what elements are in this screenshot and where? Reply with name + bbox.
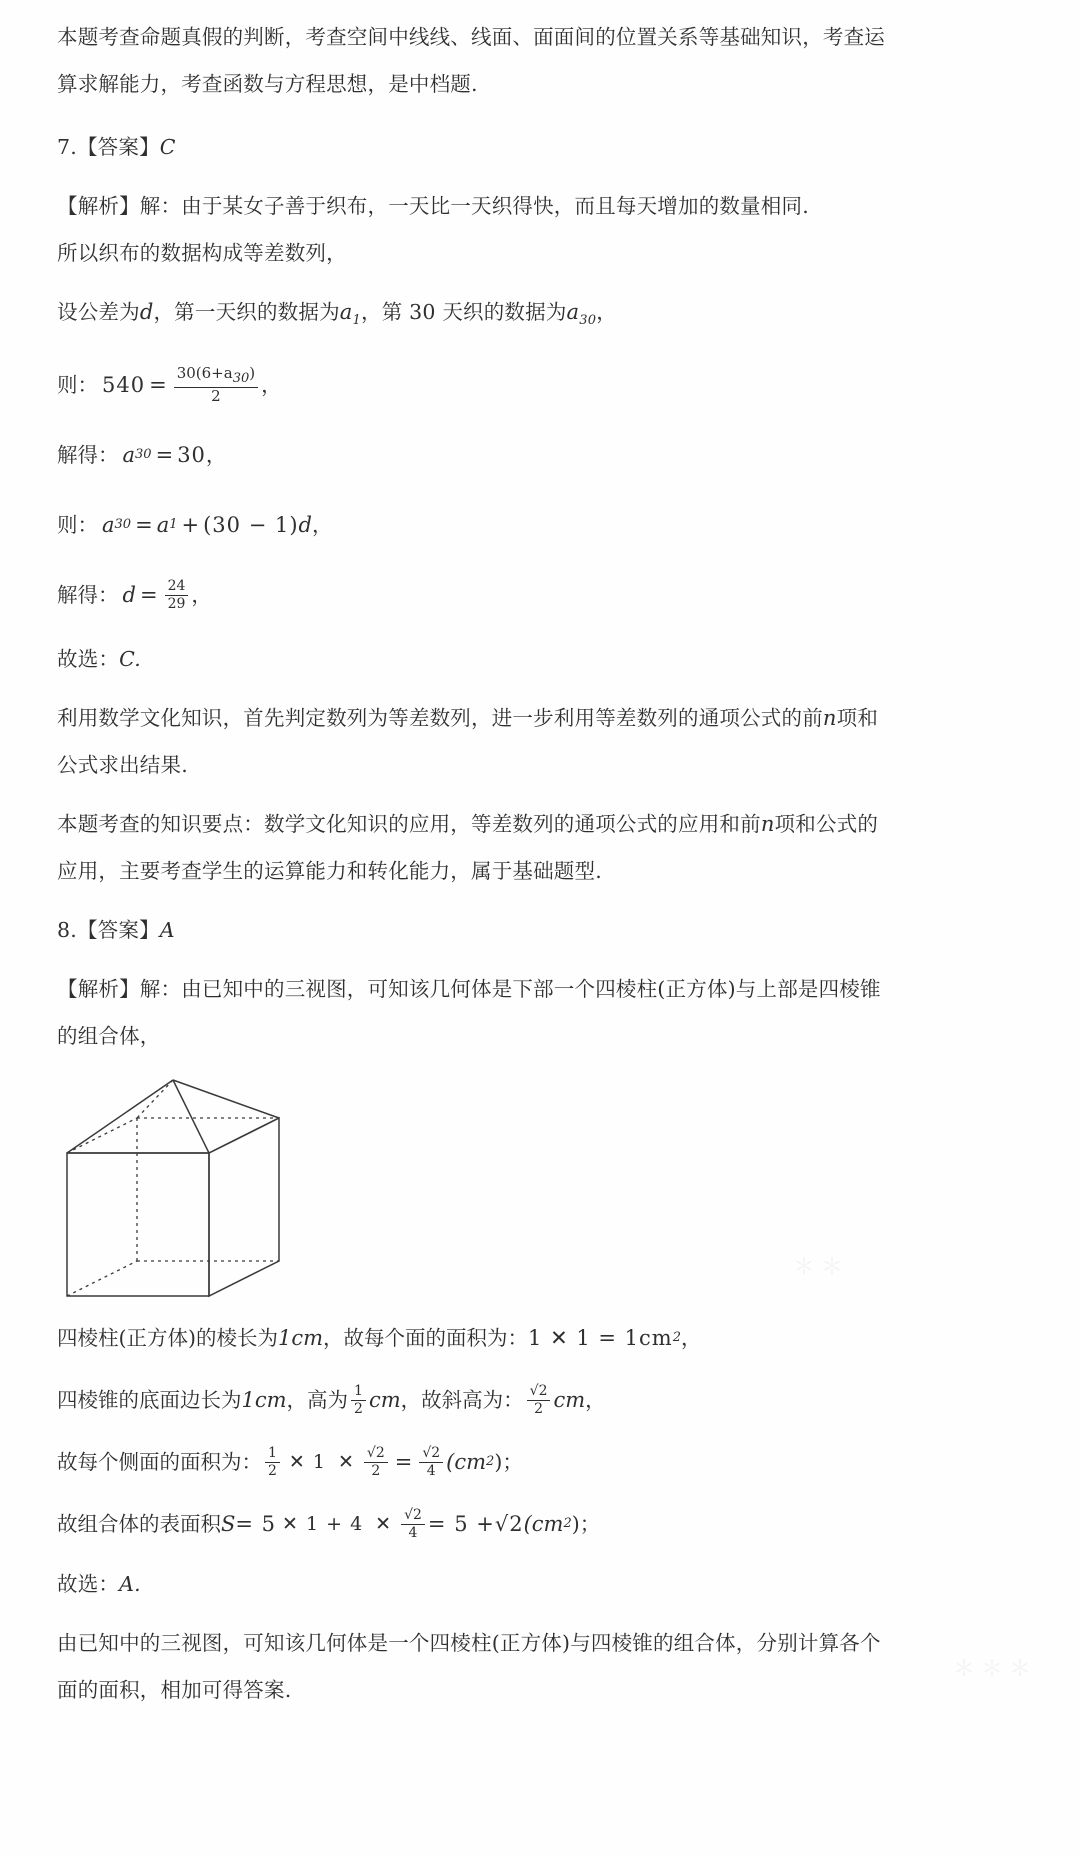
eq3-lhs: a	[102, 513, 115, 538]
eq2-equals: =	[155, 443, 174, 468]
eq2-value: 30	[177, 443, 206, 468]
lateral-slant-den: 2	[364, 1462, 388, 1479]
q8-answer-label: 【答案】	[76, 918, 160, 943]
lateral-times-2: ✕	[337, 1451, 355, 1474]
lateral-half-den: 2	[265, 1462, 280, 1479]
setup-mid-1: ，第一天织的数据为	[153, 300, 340, 324]
q8-answer-value: A	[159, 918, 175, 943]
total-unit-end: )；	[571, 1512, 601, 1537]
eq1-num-end: )	[249, 363, 256, 382]
prism-text-b: ，故每个面的面积为：	[323, 1326, 529, 1351]
watermark: ＊＊	[792, 1255, 849, 1280]
cube-hidden-top-left-edge	[67, 1118, 137, 1153]
lateral-text-a: 故每个侧面的面积为：	[57, 1450, 262, 1475]
q8-summary-line-2: 面的面积，相加可得答案.	[57, 1678, 292, 1703]
eq3-plus: +	[181, 513, 200, 538]
q7-answer-label: 【答案】	[76, 135, 160, 159]
lateral-half-num: 1	[268, 1444, 277, 1461]
eq2-tail: ，	[205, 443, 227, 468]
q8-analysis-line-2: 的组合体，	[57, 1024, 161, 1049]
q7-analysis-line-1	[57, 183, 962, 230]
prism-text-a: 四棱柱(正方体)的棱长为	[57, 1326, 278, 1351]
pyramid-height-fraction	[351, 1384, 366, 1416]
pyramid-slant-unit: cm	[553, 1388, 586, 1413]
q7-points-text-a: 本题考查的知识要点：数学文化知识的应用，等差数列的通项公式的应用和前	[57, 812, 761, 837]
pyramid-slant-fraction	[527, 1384, 551, 1416]
q8-lateral-face-area-line	[57, 1437, 962, 1487]
total-times-one-plus-four: ✕ 1 + 4	[282, 1513, 364, 1536]
q8-pyramid-dimensions-line	[57, 1375, 962, 1425]
eq2-variable: a	[122, 443, 136, 468]
solid-diagram-svg	[57, 1078, 317, 1303]
lateral-half-fraction	[265, 1446, 280, 1478]
lateral-equals: =	[394, 1450, 413, 1475]
cube-right-face	[209, 1118, 279, 1296]
lateral-unit-exp: 2	[486, 1454, 495, 1470]
q7-points-line-2: 应用，主要考查学生的运算能力和转化能力，属于基础题型.	[57, 859, 602, 884]
lateral-slant-fraction	[364, 1446, 388, 1478]
q7-equation-1	[57, 360, 962, 410]
variable-d: d	[139, 300, 154, 324]
variable-a1: a	[339, 300, 353, 324]
watermark: ＊＊＊	[952, 1657, 1037, 1682]
eq1-fraction	[174, 363, 258, 405]
prism-face-exponent: 2	[672, 1330, 681, 1346]
eq3-d: d	[298, 513, 312, 538]
pyramid-slant-den: 2	[527, 1400, 551, 1417]
prism-face-equation: 1 ✕ 1 = 1cm	[528, 1326, 673, 1351]
variable-a1-subscript: 1	[352, 313, 361, 329]
total-equals-5: = 5	[235, 1512, 277, 1537]
eq4-denominator: 29	[165, 595, 189, 612]
eq4-equals: =	[139, 583, 158, 608]
eq4-lead: 解得：	[57, 583, 119, 608]
eq2-variable-sub: 30	[135, 447, 152, 463]
variable-a30: a	[566, 300, 580, 324]
lateral-result-den: 4	[419, 1462, 443, 1479]
q7-method-text-b: 项和	[836, 706, 879, 731]
eq3-lead: 则：	[57, 513, 98, 538]
eq3-lhs-sub: 30	[114, 517, 132, 533]
setup-end: ，	[596, 300, 617, 324]
eq3-rhs-a1-sub: 1	[169, 517, 178, 533]
total-text-a: 故组合体的表面积	[57, 1512, 221, 1537]
eq3-tail: ，	[311, 513, 333, 538]
q7-analysis-text: 由于某女子善于织布，一天比一天织得快，而且每天增加的数量相同.	[181, 194, 809, 218]
pyramid-text-a: 四棱锥的底面边长为	[57, 1388, 242, 1413]
pyramid-tail: ，	[585, 1388, 606, 1413]
pyramid-base-right-edge	[209, 1118, 279, 1153]
q7-method-line-1	[57, 695, 962, 742]
lateral-result-fraction	[419, 1446, 443, 1478]
q8-analysis-label: 【解析】解：	[57, 977, 182, 1002]
total-slant-fraction	[401, 1508, 425, 1540]
total-times-2: ✕	[375, 1513, 393, 1536]
q7-points-line-1	[57, 801, 962, 848]
q8-number: 8.	[57, 918, 77, 943]
q8-analysis-text: 由已知中的三视图，可知该几何体是下部一个四棱柱(正方体)与上部是四棱锥	[181, 977, 881, 1002]
eq3-equals: =	[135, 513, 153, 538]
setup-prefix: 设公差为	[57, 300, 140, 324]
pyramid-text-c: ，故斜高为：	[400, 1388, 524, 1413]
q8-prism-face-area-line	[57, 1313, 962, 1363]
q8-summary-line-1: 由已知中的三视图，可知该几何体是一个四棱柱(正方体)与四棱锥的组合体，分别计算各个	[57, 1631, 881, 1656]
q7-points-text-b: 项和公式的	[774, 812, 879, 837]
q7-method-text-a: 利用数学文化知识，首先判定数列为等差数列，进一步利用等差数列的通项公式的前	[57, 706, 823, 731]
total-sqrt-two: √2	[494, 1512, 524, 1537]
eq4-tail: ，	[191, 583, 212, 608]
total-symbol-S: S	[221, 1512, 236, 1537]
eq1-tail: ，	[261, 373, 282, 398]
q8-choice-lead: 故选：	[57, 1572, 120, 1597]
eq2-lead: 解得：	[57, 443, 119, 468]
q7-method-line-2: 公式求出结果.	[57, 753, 188, 778]
cube-front-face	[67, 1153, 209, 1296]
q8-choice-value: A.	[119, 1572, 141, 1597]
eq4-numerator: 24	[167, 577, 186, 594]
pyramid-text-b: ，高为	[286, 1388, 349, 1413]
lateral-unit: (cm	[446, 1450, 487, 1475]
document-content	[57, 14, 962, 1714]
q7-answer-value: C	[159, 135, 176, 159]
q7-equation-4	[57, 570, 962, 620]
eq1-lhs: 540	[102, 373, 146, 398]
setup-mid-2: ，第 30 天织的数据为	[361, 300, 567, 324]
variable-n: n	[760, 812, 775, 837]
q8-choice-line	[57, 1561, 962, 1608]
variable-a30-subscript: 30	[579, 313, 597, 329]
eq3-paren: (30 − 1)	[203, 513, 299, 538]
eq1-equals: =	[149, 373, 167, 398]
prism-length-1cm: 1cm	[278, 1326, 324, 1351]
q8-analysis-line-1	[57, 966, 962, 1013]
total-unit: (cm	[523, 1512, 564, 1537]
q7-choice-value: C.	[119, 647, 141, 672]
pyramid-height-num: 1	[354, 1382, 363, 1399]
prism-tail: ，	[680, 1326, 702, 1351]
eq1-num-sub: 30	[232, 370, 250, 386]
total-slant-den: 4	[401, 1524, 425, 1541]
lateral-unit-end: )；	[494, 1450, 523, 1475]
q8-total-surface-area-line	[57, 1499, 962, 1549]
pyramid-height-den: 2	[351, 1400, 366, 1417]
q7-equation-2	[57, 430, 962, 480]
q7-equation-3	[57, 500, 962, 550]
lateral-slant-num: √2	[366, 1444, 385, 1461]
q7-answer-header	[57, 124, 962, 171]
variable-n: n	[822, 706, 837, 731]
total-equals-result: = 5 +	[427, 1512, 495, 1537]
total-unit-exp: 2	[563, 1516, 572, 1532]
pyramid-edge-to-front-left	[67, 1080, 173, 1153]
q7-choice-line	[57, 636, 962, 683]
pyramid-height-unit: cm	[368, 1388, 401, 1413]
cube-hidden-bottom-left-edge	[67, 1261, 137, 1296]
eq4-variable: d	[122, 583, 136, 608]
pyramid-slant-num: √2	[529, 1382, 548, 1399]
eq3-rhs-a1: a	[156, 513, 170, 538]
eq4-fraction	[165, 579, 189, 611]
q7-analysis-line-2: 所以织布的数据构成等差数列，	[57, 241, 347, 265]
pyramid-hidden-edge-to-back-left	[137, 1080, 173, 1118]
intro-paragraph-line-2: 算求解能力，考查函数与方程思想，是中档题.	[57, 72, 478, 96]
q7-choice-lead: 故选：	[57, 647, 120, 672]
eq1-lead: 则：	[57, 373, 98, 398]
lateral-times-one: ✕ 1	[288, 1451, 326, 1474]
total-slant-num: √2	[404, 1506, 422, 1523]
eq1-denominator: 2	[174, 387, 258, 405]
pyramid-base-1cm: 1cm	[241, 1388, 287, 1413]
q8-answer-header	[57, 907, 962, 954]
lateral-result-num: √2	[422, 1444, 441, 1461]
geometry-figure-cube-with-pyramid	[57, 1078, 317, 1303]
q7-setup-line	[57, 289, 962, 344]
q7-analysis-label: 【解析】解：	[57, 194, 182, 218]
intro-paragraph-line-1: 本题考查命题真假的判断，考查空间中线线、线面、面面间的位置关系等基础知识，考查运	[57, 25, 885, 49]
q7-number: 7.	[57, 135, 77, 159]
eq1-numerator	[174, 363, 258, 387]
eq1-num-main: 30(6+a	[176, 363, 233, 382]
